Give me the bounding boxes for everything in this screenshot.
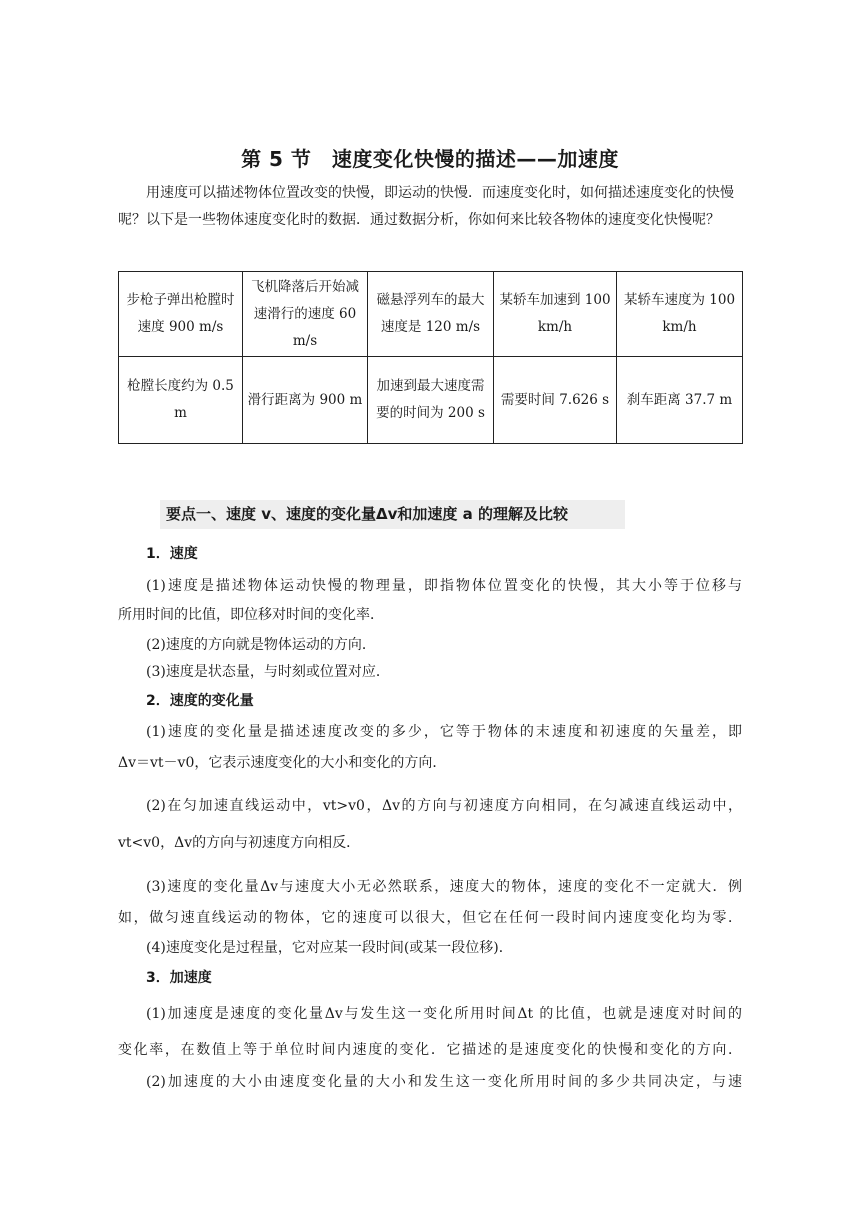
- table-cell: 磁悬浮列车的最大速度是 120 m/s: [368, 272, 494, 357]
- paragraph-line: (2)速度的方向就是物体运动的方向．: [146, 637, 376, 653]
- table-row: [119, 272, 743, 357]
- paragraph-line: (1)速度是描述物体运动快慢的物理量，即指物体位置变化的快慢，其大小等于位移与: [146, 578, 742, 594]
- table-cell: 枪膛长度约为 0.5 m: [119, 357, 243, 444]
- table-cell: 滑行距离为 900 m: [243, 357, 368, 444]
- paragraph-line: (4)速度变化是过程量，它对应某一段时间(或某一段位移)．: [146, 940, 513, 956]
- table-cell: 某轿车加速到 100 km/h: [494, 272, 617, 357]
- paragraph-line: (1)加速度是速度的变化量Δv与发生这一变化所用时间Δt 的比值，也就是速度对时间的: [146, 1006, 742, 1022]
- paragraph-line: vt<v0，Δv的方向与初速度方向相反．: [118, 835, 361, 851]
- paragraph-line: (3)速度是状态量，与时刻或位置对应．: [146, 664, 390, 680]
- paragraph-line: (2)在匀加速直线运动中，vt>v0，Δv的方向与初速度方向相同，在匀减速直线运动中，: [146, 798, 742, 814]
- table-cell: 飞机降落后开始减速滑行的速度 60 m/s: [243, 272, 368, 357]
- speed-data-table: [118, 271, 743, 444]
- table-row: [119, 357, 743, 444]
- page-title: 第 5 节 速度变化快慢的描述——加速度: [241, 147, 619, 171]
- paragraph-line: Δv＝vt－v0，它表示速度变化的大小和变化的方向．: [118, 755, 447, 771]
- table-cell: 加速到最大速度需要的时间为 200 s: [368, 357, 494, 444]
- section-heading: 要点一、速度 v、速度的变化量Δv和加速度 a 的理解及比较: [160, 500, 625, 529]
- paragraph-line: (2)加速度的大小由速度变化量的大小和发生这一变化所用时间的多少共同决定，与速: [146, 1074, 742, 1090]
- paragraph-line: (3)速度的变化量Δv与速度大小无必然联系，速度大的物体，速度的变化不一定就大．例: [146, 879, 742, 895]
- subheading-velocity-change: 2．速度的变化量: [146, 693, 254, 709]
- paragraph-line: 如，做匀速直线运动的物体，它的速度可以很大，但它在任何一段时间内速度变化均为零．: [118, 910, 742, 926]
- table-cell: 步枪子弹出枪膛时速度 900 m/s: [119, 272, 243, 357]
- table-cell: 某轿车速度为 100 km/h: [617, 272, 743, 357]
- paragraph-line: (1)速度的变化量是描述速度改变的多少，它等于物体的末速度和初速度的矢量差，即: [146, 724, 742, 740]
- table-cell: 需要时间 7.626 s: [494, 357, 617, 444]
- table-cell: 刹车距离 37.7 m: [617, 357, 743, 444]
- paragraph-line: 所用时间的比值，即位移对时间的变化率．: [118, 607, 384, 623]
- subheading-velocity: 1．速度: [146, 546, 198, 562]
- paragraph-line: 变化率，在数值上等于单位时间内速度的变化．它描述的是速度变化的快慢和变化的方向．: [118, 1042, 742, 1058]
- subheading-acceleration: 3．加速度: [146, 970, 212, 986]
- intro-paragraph: 用速度可以描述物体位置改变的快慢，即运动的快慢．而速度变化时，如何描述速度变化的快慢呢？以下是一些物体速度变化时的数据．通过数据分析，你如何来比较各物体的速度变化快慢呢？: [118, 185, 734, 228]
